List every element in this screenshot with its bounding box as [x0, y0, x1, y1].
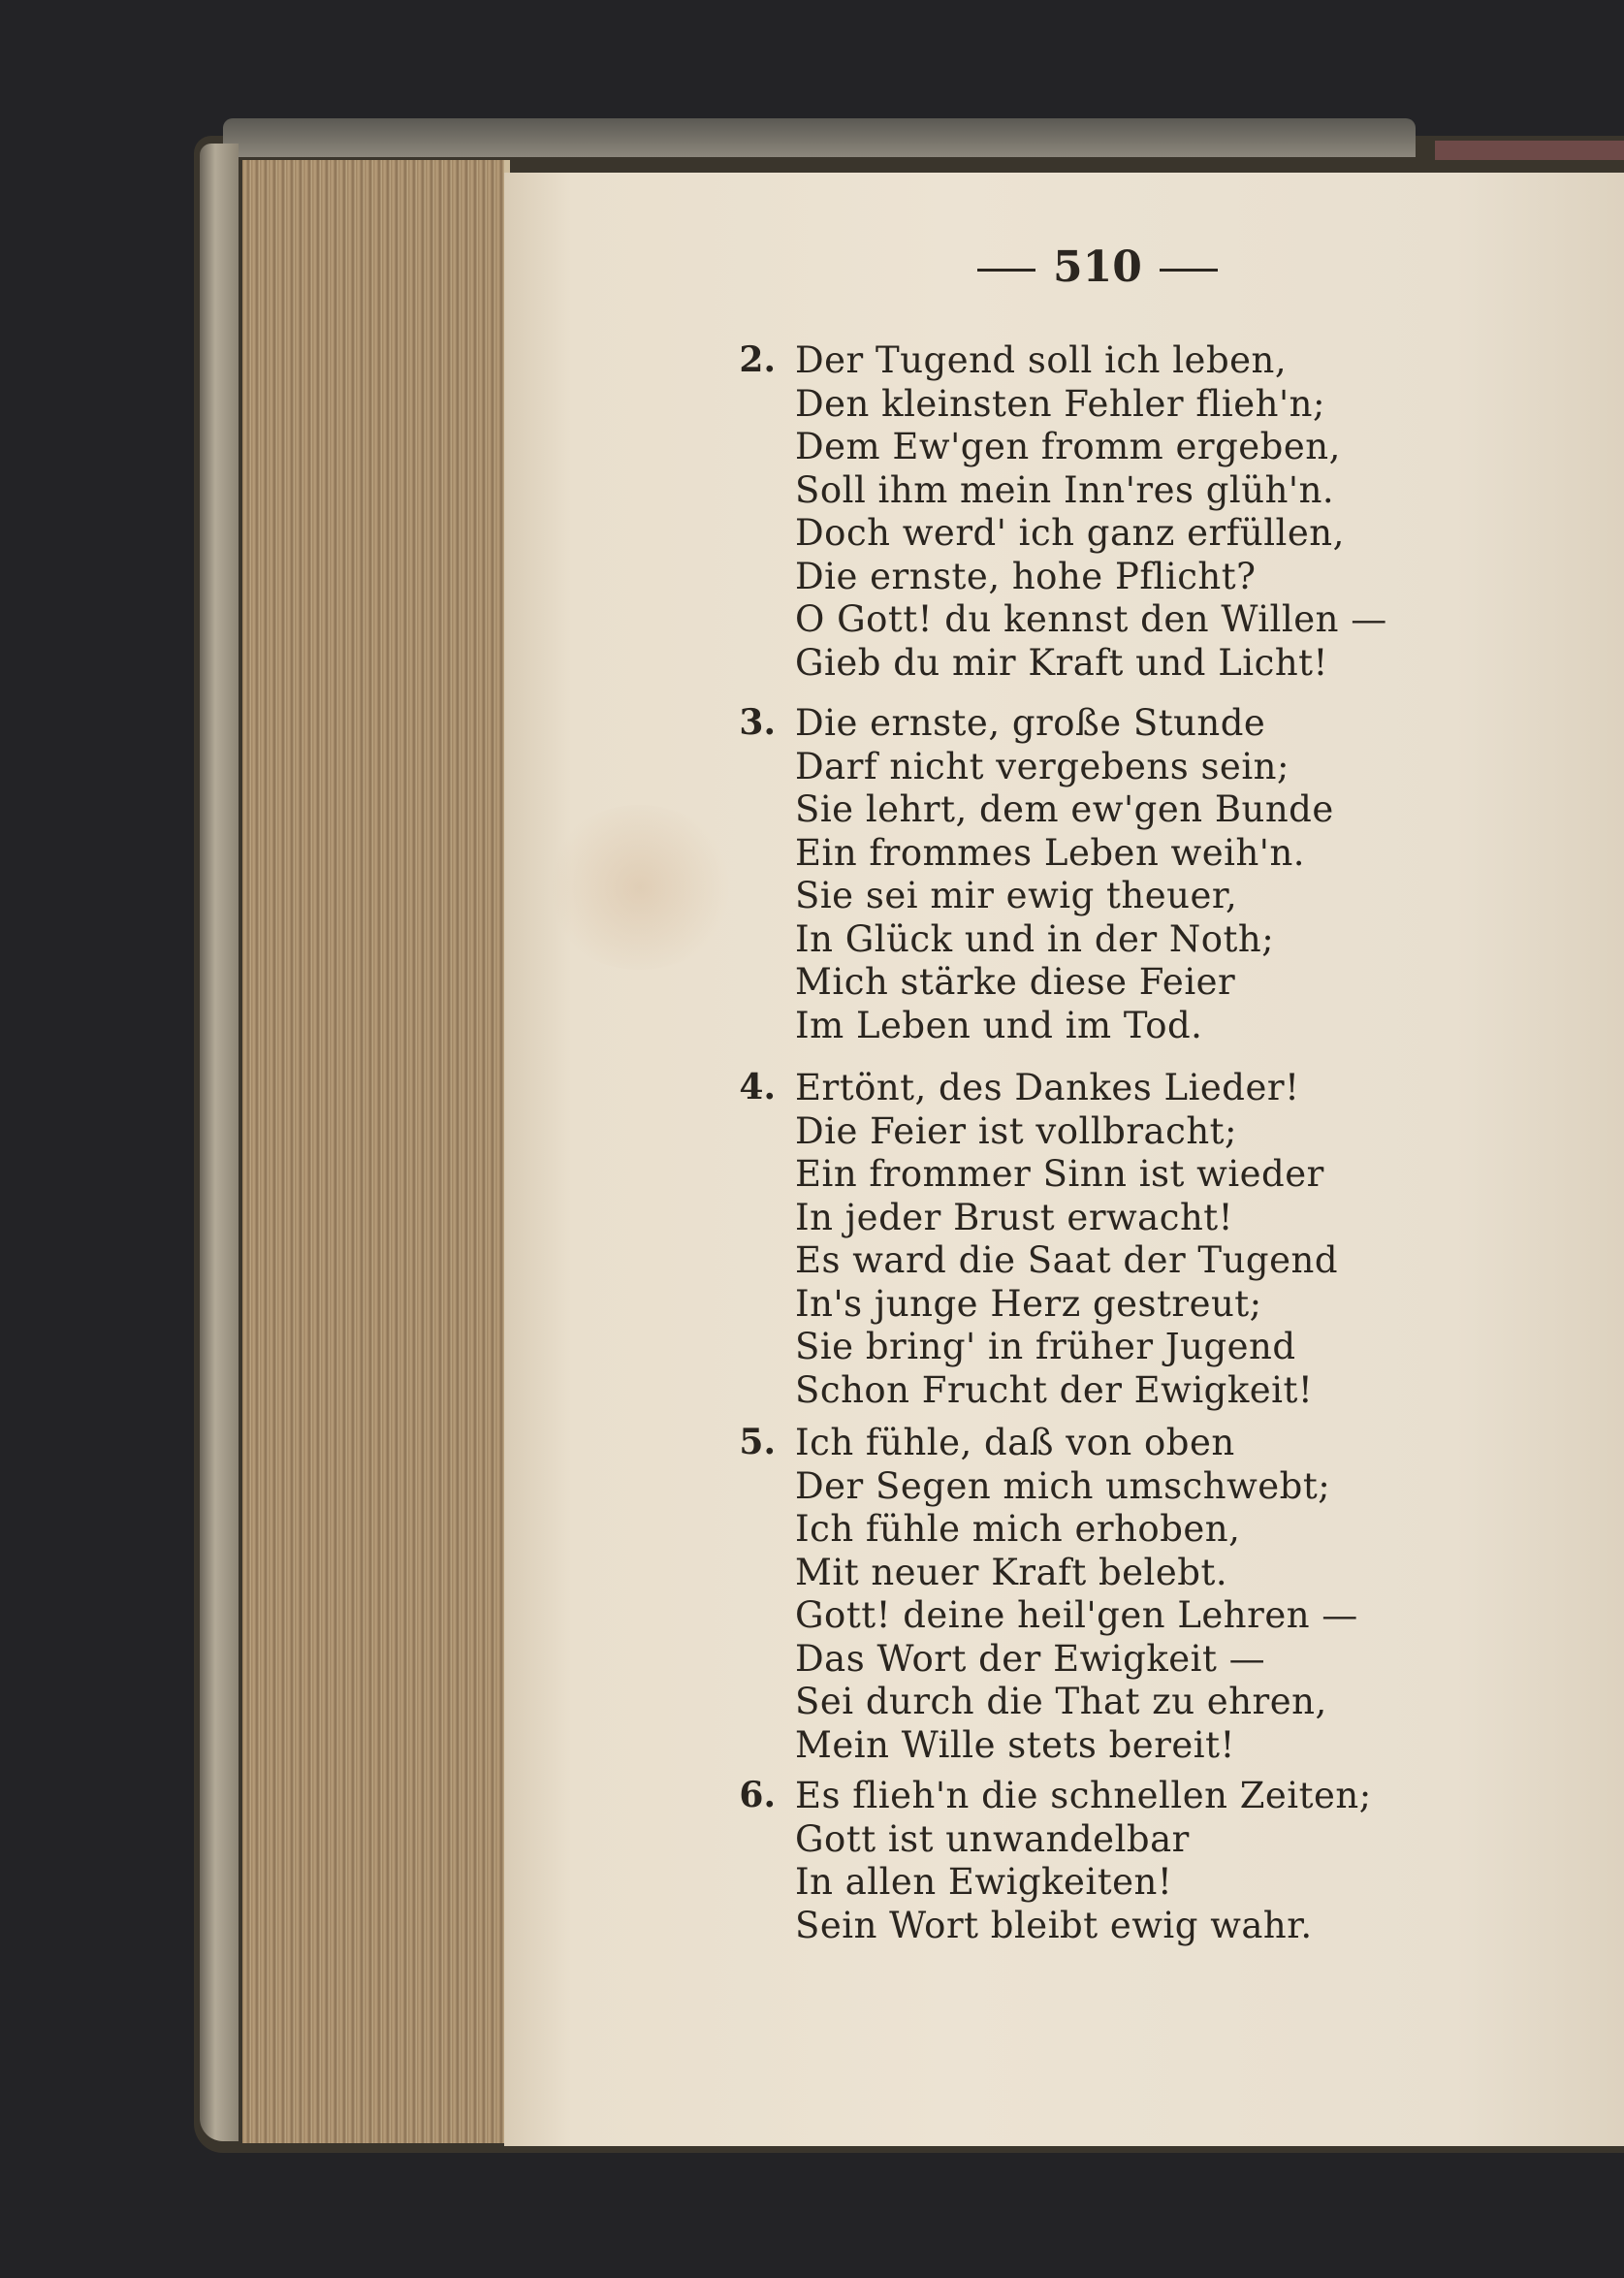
- verse-line: Doch werd' ich ganz erfüllen,: [795, 512, 1345, 554]
- verse-line: Schon Frucht der Ewigkeit!: [795, 1368, 1314, 1411]
- page-number-text: 510: [1053, 242, 1142, 292]
- page-edges: [242, 160, 510, 2143]
- verse-line: In allen Ewigkeiten!: [795, 1861, 1173, 1903]
- verse-line: Der Segen mich umschwebt;: [795, 1464, 1331, 1507]
- verse-line: Das Wort der Ewigkeit —: [795, 1637, 1266, 1680]
- verse-line: Sie sei mir ewig theuer,: [795, 875, 1238, 916]
- verse-line: In jeder Brust erwacht!: [795, 1196, 1234, 1238]
- verse-line: Es flieh'n die schnellen Zeiten;: [795, 1775, 1372, 1816]
- verse-line: Darf nicht vergebens sein;: [795, 745, 1290, 787]
- verse-lines: [795, 702, 1334, 1047]
- book-spine-top: [223, 118, 1416, 157]
- verse-line: Soll ihm mein Inn'res glüh'n.: [795, 468, 1335, 511]
- verse-line: Mein Wille stets bereit!: [795, 1723, 1235, 1766]
- verse-line: Sie bring' in früher Jugend: [795, 1326, 1296, 1367]
- verse-number: 4.: [739, 1067, 776, 1107]
- verse-line: Mich stärke diese Feier: [795, 961, 1236, 1003]
- verse-line: Mit neuer Kraft belebt.: [795, 1551, 1228, 1593]
- verse-line: Den kleinsten Fehler flieh'n;: [795, 382, 1325, 425]
- verse-number: 3.: [739, 702, 776, 743]
- verse-line: Ein frommer Sinn ist wieder: [795, 1153, 1324, 1195]
- verse-line: Der Tugend soll ich leben,: [795, 339, 1288, 381]
- verse-line: O Gott! du kennst den Willen —: [795, 598, 1387, 640]
- verse-line: Es ward die Saat der Tugend: [795, 1239, 1339, 1281]
- verse-line: Die Feier ist vollbracht;: [795, 1109, 1237, 1152]
- verse-line: Ein frommes Leben weih'n.: [795, 831, 1306, 874]
- page-number: [960, 242, 1251, 292]
- verse-line: Gott! deine heil'gen Lehren —: [795, 1594, 1358, 1636]
- dash-left: [977, 269, 1035, 272]
- dash-right: [1160, 269, 1218, 272]
- verse-line: Im Leben und im Tod.: [795, 1004, 1203, 1046]
- verse-line: Gott ist unwandelbar: [795, 1817, 1190, 1860]
- verse-line: Die ernste, große Stunde: [795, 702, 1266, 744]
- verse-line: Sein Wort bleibt ewig wahr.: [795, 1904, 1313, 1946]
- verse-lines: [795, 339, 1387, 685]
- verse-number: 5.: [739, 1422, 776, 1462]
- verse-line: Gieb du mir Kraft und Licht!: [795, 641, 1328, 684]
- verse-line: Dem Ew'gen fromm ergeben,: [795, 426, 1341, 467]
- verse-line: In Glück und in der Noth;: [795, 917, 1275, 960]
- verse-number: 6.: [739, 1775, 776, 1815]
- page-stain: [543, 805, 737, 970]
- verse-number: 2.: [739, 339, 776, 380]
- verse-line: In's junge Herz gestreut;: [795, 1282, 1262, 1325]
- verse-lines: [795, 1775, 1372, 1947]
- verse-line: Die ernste, hohe Pflicht?: [795, 555, 1257, 597]
- verse-line: Ich fühle, daß von oben: [795, 1422, 1235, 1463]
- verse-lines: [795, 1067, 1338, 1412]
- verse-line: Sei durch die That zu ehren,: [795, 1681, 1327, 1722]
- verse-line: Sie lehrt, dem ew'gen Bunde: [795, 788, 1334, 830]
- verse-line: Ich fühle mich erhoben,: [795, 1508, 1241, 1550]
- book-cover-edge: [200, 144, 239, 2141]
- verse-line: Ertönt, des Dankes Lieder!: [795, 1067, 1300, 1108]
- book-headband: [1435, 141, 1624, 160]
- verse-lines: [795, 1422, 1358, 1767]
